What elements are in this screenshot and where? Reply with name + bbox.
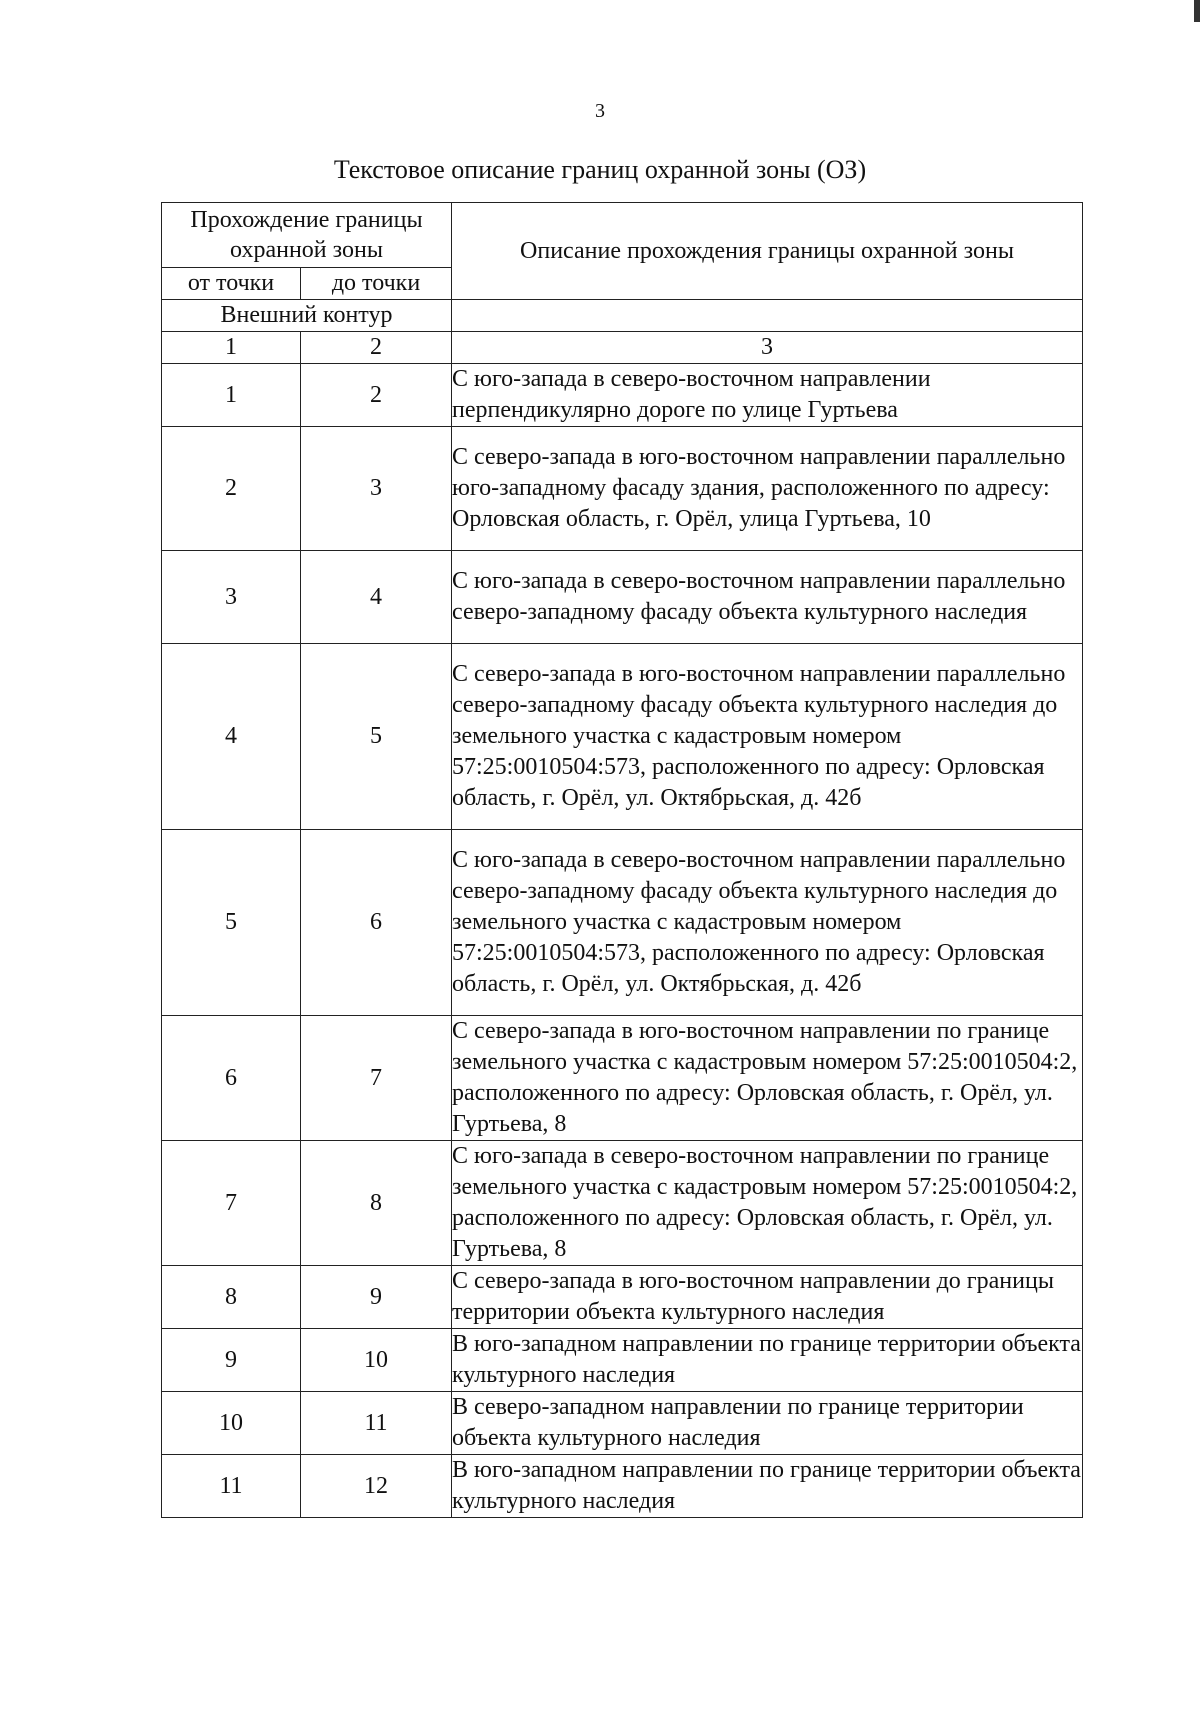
page-title: Текстовое описание границ охранной зоны (ОЗ) — [333, 155, 867, 184]
point-to-cell: 6 — [301, 830, 452, 1016]
description-cell: В юго-западном направлении по границе территории объекта культурного наследия — [452, 1455, 1083, 1518]
point-to-cell: 5 — [301, 644, 452, 830]
description-cell: С северо-запада в юго-восточном направлении параллельно северо-западному фасаду объекта культурного наследия до земельного участка с кадастровым номером 57:25:0010504:573, расположенного по адресу: Орловская область, г. Орёл, ул. Октябрьская, д. 42б — [452, 644, 1083, 830]
description-cell: С северо-запада в юго-восточном направлении до границы территории объекта культурного наследия — [452, 1266, 1083, 1329]
column-number: 1 — [162, 332, 301, 364]
page-number: 3 — [595, 100, 605, 122]
column-number: 2 — [301, 332, 452, 364]
point-from-cell: 4 — [162, 644, 301, 830]
point-from-cell: 1 — [162, 364, 301, 427]
point-from-cell: 6 — [162, 1016, 301, 1141]
point-from-cell: 9 — [162, 1329, 301, 1392]
point-to-cell: 9 — [301, 1266, 452, 1329]
point-from-cell: 2 — [162, 427, 301, 551]
header-description: Описание прохождения границы охранной зоны — [452, 203, 1083, 300]
point-to-cell: 8 — [301, 1141, 452, 1266]
table-row — [162, 830, 1083, 1016]
point-to-cell: 4 — [301, 551, 452, 644]
description-cell: С северо-запада в юго-восточном направлении параллельно юго-западному фасаду здания, расположенного по адресу: Орловская область, г. Орёл, улица Гуртьева, 10 — [452, 427, 1083, 551]
point-to-cell: 2 — [301, 364, 452, 427]
boundary-table — [161, 202, 1083, 1518]
point-from-cell: 11 — [162, 1455, 301, 1518]
header-row-1 — [162, 203, 1083, 268]
table-row — [162, 1455, 1083, 1518]
header-passage: Прохождение границы охранной зоны — [162, 203, 452, 268]
header-to: до точки — [301, 268, 452, 300]
description-cell: С северо-запада в юго-восточном направлении по границе земельного участка с кадастровым номером 57:25:0010504:2, расположенного по адресу: Орловская область, г. Орёл, ул. Гуртьева, 8 — [452, 1016, 1083, 1141]
table-row — [162, 1016, 1083, 1141]
table-row — [162, 1141, 1083, 1266]
table-row — [162, 364, 1083, 427]
point-from-cell: 10 — [162, 1392, 301, 1455]
section-label: Внешний контур — [162, 300, 452, 332]
point-from-cell: 3 — [162, 551, 301, 644]
point-to-cell: 7 — [301, 1016, 452, 1141]
description-cell: С юго-запада в северо-восточном направлении параллельно северо-западному фасаду объекта культурного наследия — [452, 551, 1083, 644]
column-number-row — [162, 332, 1083, 364]
point-to-cell: 12 — [301, 1455, 452, 1518]
section-empty-cell — [452, 300, 1083, 332]
table-row — [162, 644, 1083, 830]
description-cell: В северо-западном направлении по границе территории объекта культурного наследия — [452, 1392, 1083, 1455]
table-row — [162, 1266, 1083, 1329]
point-from-cell: 5 — [162, 830, 301, 1016]
point-to-cell: 11 — [301, 1392, 452, 1455]
scan-mark — [1194, 0, 1200, 22]
table-row — [162, 551, 1083, 644]
point-to-cell: 10 — [301, 1329, 452, 1392]
point-from-cell: 7 — [162, 1141, 301, 1266]
description-cell: С юго-запада в северо-восточном направлении параллельно северо-западному фасаду объекта культурного наследия до земельного участка с кадастровым номером 57:25:0010504:573, расположенного по адресу: Орловская область, г. Орёл, ул. Октябрьская, д. 42б — [452, 830, 1083, 1016]
header-from: от точки — [162, 268, 301, 300]
description-cell: С юго-запада в северо-восточном направлении по границе земельного участка с кадастровым номером 57:25:0010504:2, расположенного по адресу: Орловская область, г. Орёл, ул. Гуртьева, 8 — [452, 1141, 1083, 1266]
point-to-cell: 3 — [301, 427, 452, 551]
table-row — [162, 427, 1083, 551]
section-row — [162, 300, 1083, 332]
description-cell: С юго-запада в северо-восточном направлении перпендикулярно дороге по улице Гуртьева — [452, 364, 1083, 427]
description-cell: В юго-западном направлении по границе территории объекта культурного наследия — [452, 1329, 1083, 1392]
column-number: 3 — [452, 332, 1083, 364]
point-from-cell: 8 — [162, 1266, 301, 1329]
table-row — [162, 1392, 1083, 1455]
table-row — [162, 1329, 1083, 1392]
